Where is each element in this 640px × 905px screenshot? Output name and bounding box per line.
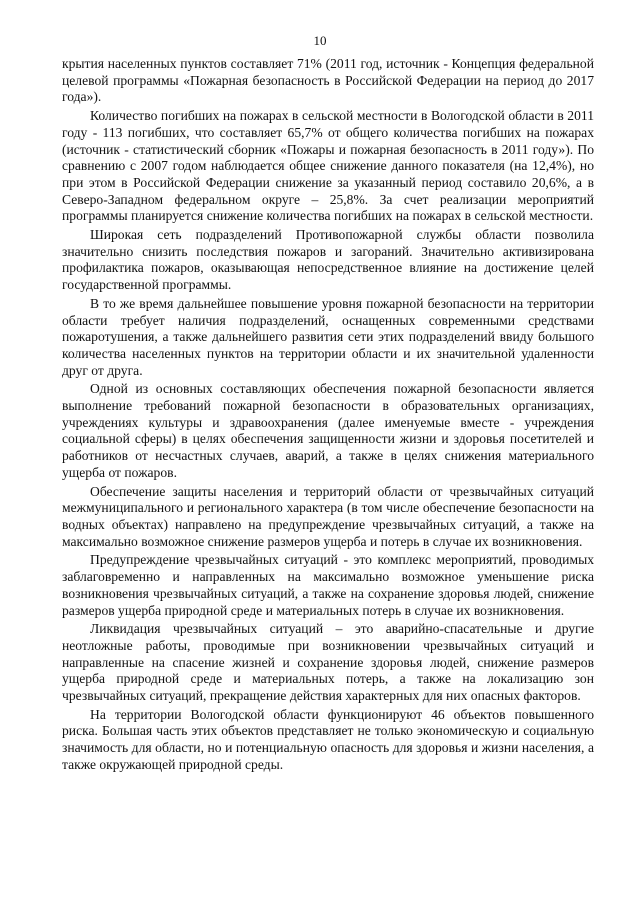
paragraph-rural-fire-deaths: Количество погибших на пожарах в сельской местности в Вологодской области в 2011 году - 113 погибших, что составляет 65,7% от общего количества погибших на пожарах (источник - статистический сборник «Пожары и пожарная безопасность в 2011 году»). По сравнению с 2007 годом наблюдается общее снижение данного показателя (на 12,4%), но при этом в Российской Федерации снижение за указанный период составило 20,6%, а в Северо-Западном федеральном округе – 25,8%. За счет реализации мероприятий программы планируется снижение количества погибших на пожарах в сельской местности. xyxy=(62,108,594,224)
paragraph-emergency-protection: Обеспечение защиты населения и территорий области от чрезвычайных ситуаций межмуниципального и регионального характера (в том числе обеспечение безопасности на водных объектах) направлено на предупреждение чрезвычайных ситуаций, а также на максимально возможное снижение размеров ущерба и потерь в случае их возникновения. xyxy=(62,483,594,549)
paragraph-fire-service-network: Широкая сеть подразделений Противопожарной службы области позволила значительно снизить последствия пожаров и загораний. Значительно активизирована профилактика пожаров, оказывающая непосредственное влияние на достижение целей государственной программы. xyxy=(62,227,594,293)
paragraph-fire-safety-improvement: В то же время дальнейшее повышение уровня пожарной безопасности на территории области требует наличия подразделений, оснащенных современными средствами пожаротушения, а также дальнейшего развития сети этих подразделений ввиду большого количества населенных пунктов на территории области и их значительной удаленности друг от друга. xyxy=(62,295,594,378)
paragraph-continuation: крытия населенных пунктов составляет 71% (2011 год, источник - Концепция федеральной целевой программы «Пожарная безопасность в Российской Федерации на период до 2017 года»). xyxy=(62,56,594,105)
paragraph-emergency-liquidation: Ликвидация чрезвычайных ситуаций – это аварийно-спасательные и другие неотложные работы, проводимые при возникновении чрезвычайных ситуаций и направленные на спасение жизней и сохранение здоровья людей, снижение размеров ущерба природной среде и материальных потерь, а также на локализацию зон чрезвычайных ситуаций, прекращение действия характерных для них опасных факторов. xyxy=(62,621,594,704)
paragraph-high-risk-objects: На территории Вологодской области функционируют 46 объектов повышенного риска. Большая часть этих объектов представляет не только экономическую и социальную значимость для области, но и потенциальную опасность для здоровья и жизни населения, а также окружающей природной среды. xyxy=(62,706,594,772)
paragraph-emergency-prevention: Предупреждение чрезвычайных ситуаций - это комплекс мероприятий, проводимых заблаговременно и направленных на максимально возможное уменьшение риска возникновения чрезвычайных ситуаций, а также на сохранение здоровья людей, снижение размеров ущерба природной среде и материальных потерь в случае их возникновения. xyxy=(62,552,594,618)
paragraph-social-institutions: Одной из основных составляющих обеспечения пожарной безопасности является выполнение требований пожарной безопасности в образовательных организациях, учреждениях культуры и здравоохранения (далее именуемые вместе - учреждения социальной сферы) в целях обеспечения защищенности жизни и здоровья посетителей и работников от несчастных случаев, аварий, а также в целях снижения материального ущерба от пожаров. xyxy=(62,381,594,480)
page-number: 10 xyxy=(313,33,327,48)
body-text xyxy=(62,56,594,776)
